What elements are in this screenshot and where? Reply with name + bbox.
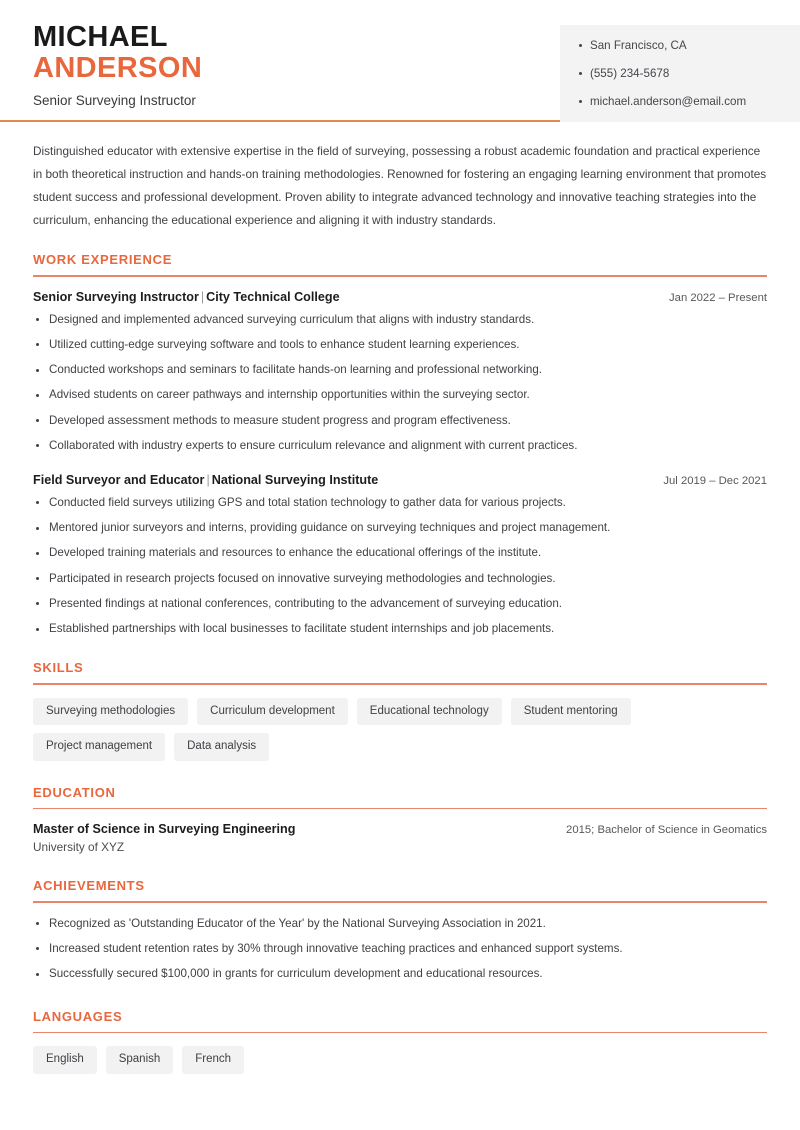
skills-list — [33, 698, 767, 761]
last-name: ANDERSON — [33, 52, 203, 85]
experience-bullet: Participated in research projects focused on innovative surveying methodologies and technologies. — [33, 571, 767, 588]
experience-bullet: Developed training materials and resources to enhance the educational offerings of the institute. — [33, 545, 767, 562]
achievement-bullet: Recognized as 'Outstanding Educator of the Year' by the National Surveying Association in 2021. — [33, 916, 767, 933]
experience-entry — [33, 290, 767, 455]
section-divider-work-experience — [33, 275, 767, 277]
experience-bullet: Advised students on career pathways and internship opportunities within the surveying sector. — [33, 387, 767, 404]
experience-bullet: Developed assessment methods to measure student progress and program effectiveness. — [33, 413, 767, 430]
title-separator: | — [200, 289, 205, 304]
achievements-list — [33, 916, 767, 983]
experience-bullet: Established partnerships with local businesses to facilitate student internships and job placements. — [33, 621, 767, 638]
experience-organization: City Technical College — [206, 289, 340, 304]
section-title-achievements: ACHIEVEMENTS — [33, 878, 145, 894]
education-entry-header — [33, 822, 767, 836]
title-separator: | — [206, 472, 210, 487]
achievement-bullet: Increased student retention rates by 30% through innovative teaching practices and enhanced support systems. — [33, 941, 767, 958]
experience-organization: National Surveying Institute — [211, 472, 379, 487]
experience-title-line — [33, 473, 378, 487]
contact-email[interactable]: michael.anderson@email.com — [578, 94, 784, 109]
section-education — [33, 785, 767, 855]
experience-entry — [33, 473, 767, 638]
professional-summary: Distinguished educator with extensive expertise in the field of surveying, possessing a robust academic foundation and practical experience in both theoretical instruction and hands-on training methodologies. Renowned for fostering an engaging learning environment that promotes student success and professional development. Proven ability to integrate advanced technology and innovative teaching strategies into the curriculum, enhancing the educational experience and aligning it with industry standards. — [33, 144, 767, 227]
experience-date: Jan 2022 – Present — [669, 291, 767, 304]
experience-bullet: Conducted field surveys utilizing GPS and total station technology to gather data for various projects. — [33, 495, 767, 512]
skill-pill: Surveying methodologies — [33, 698, 188, 726]
experience-entry-header — [33, 290, 767, 304]
section-divider-education — [33, 808, 767, 810]
experience-bullet: Designed and implemented advanced surveying curriculum that aligns with industry standards. — [33, 312, 767, 329]
section-title-work-experience: WORK EXPERIENCE — [33, 252, 173, 267]
experience-bullet-list — [33, 495, 767, 638]
contact-block — [560, 25, 800, 122]
experience-date: Jul 2019 – Dec 2021 — [663, 474, 767, 487]
language-pill: English — [33, 1046, 97, 1074]
skill-pill: Project management — [33, 733, 165, 761]
section-title-skills: SKILLS — [33, 660, 84, 676]
skill-pill: Educational technology — [357, 698, 502, 726]
section-divider-achievements — [33, 901, 767, 903]
education-entry — [33, 822, 767, 854]
experience-bullet: Presented findings at national conferences, contributing to the advancement of surveying education. — [33, 596, 767, 613]
languages-list — [33, 1046, 767, 1074]
experience-bullet-list — [33, 312, 767, 455]
experience-role: Senior Surveying Instructor — [33, 289, 199, 304]
header-job-title: Senior Surveying Instructor — [33, 93, 196, 109]
section-divider-skills — [33, 683, 767, 685]
contact-phone[interactable]: (555) 234-5678 — [578, 66, 784, 81]
section-achievements — [33, 878, 767, 983]
language-pill: French — [182, 1046, 244, 1074]
section-title-education: EDUCATION — [33, 784, 116, 800]
experience-bullet: Collaborated with industry experts to ensure curriculum relevance and alignment with current practices. — [33, 438, 767, 455]
experience-bullet: Mentored junior surveyors and interns, providing guidance on surveying techniques and project management. — [33, 520, 767, 537]
education-institution: University of XYZ — [33, 840, 125, 855]
skill-pill: Student mentoring — [511, 698, 631, 726]
education-degree: Master of Science in Surveying Engineering — [33, 822, 296, 837]
skill-pill: Curriculum development — [197, 698, 348, 726]
resume-body — [0, 122, 800, 1074]
section-divider-languages — [33, 1032, 767, 1034]
contact-location: San Francisco, CA — [578, 38, 784, 53]
first-name: MICHAEL — [33, 21, 168, 53]
section-languages — [33, 1009, 767, 1074]
experience-role: Field Surveyor and Educator — [33, 472, 205, 487]
experience-bullet: Conducted workshops and seminars to facilitate hands-on learning and professional networking. — [33, 362, 767, 379]
skill-pill: Data analysis — [174, 733, 269, 761]
experience-entry-header — [33, 473, 767, 487]
education-date: 2015; Bachelor of Science in Geomatics — [566, 824, 767, 837]
section-title-languages: LANGUAGES — [33, 1008, 123, 1024]
experience-bullet: Utilized cutting-edge surveying software and tools to enhance student learning experiences. — [33, 337, 767, 354]
resume-header — [0, 0, 800, 120]
achievement-bullet: Successfully secured $100,000 in grants for curriculum development and educational resources. — [33, 966, 767, 983]
language-pill: Spanish — [106, 1046, 174, 1074]
experience-title-line — [33, 290, 340, 304]
section-work-experience — [33, 252, 767, 638]
identity-block — [0, 0, 202, 108]
section-skills — [33, 660, 767, 761]
